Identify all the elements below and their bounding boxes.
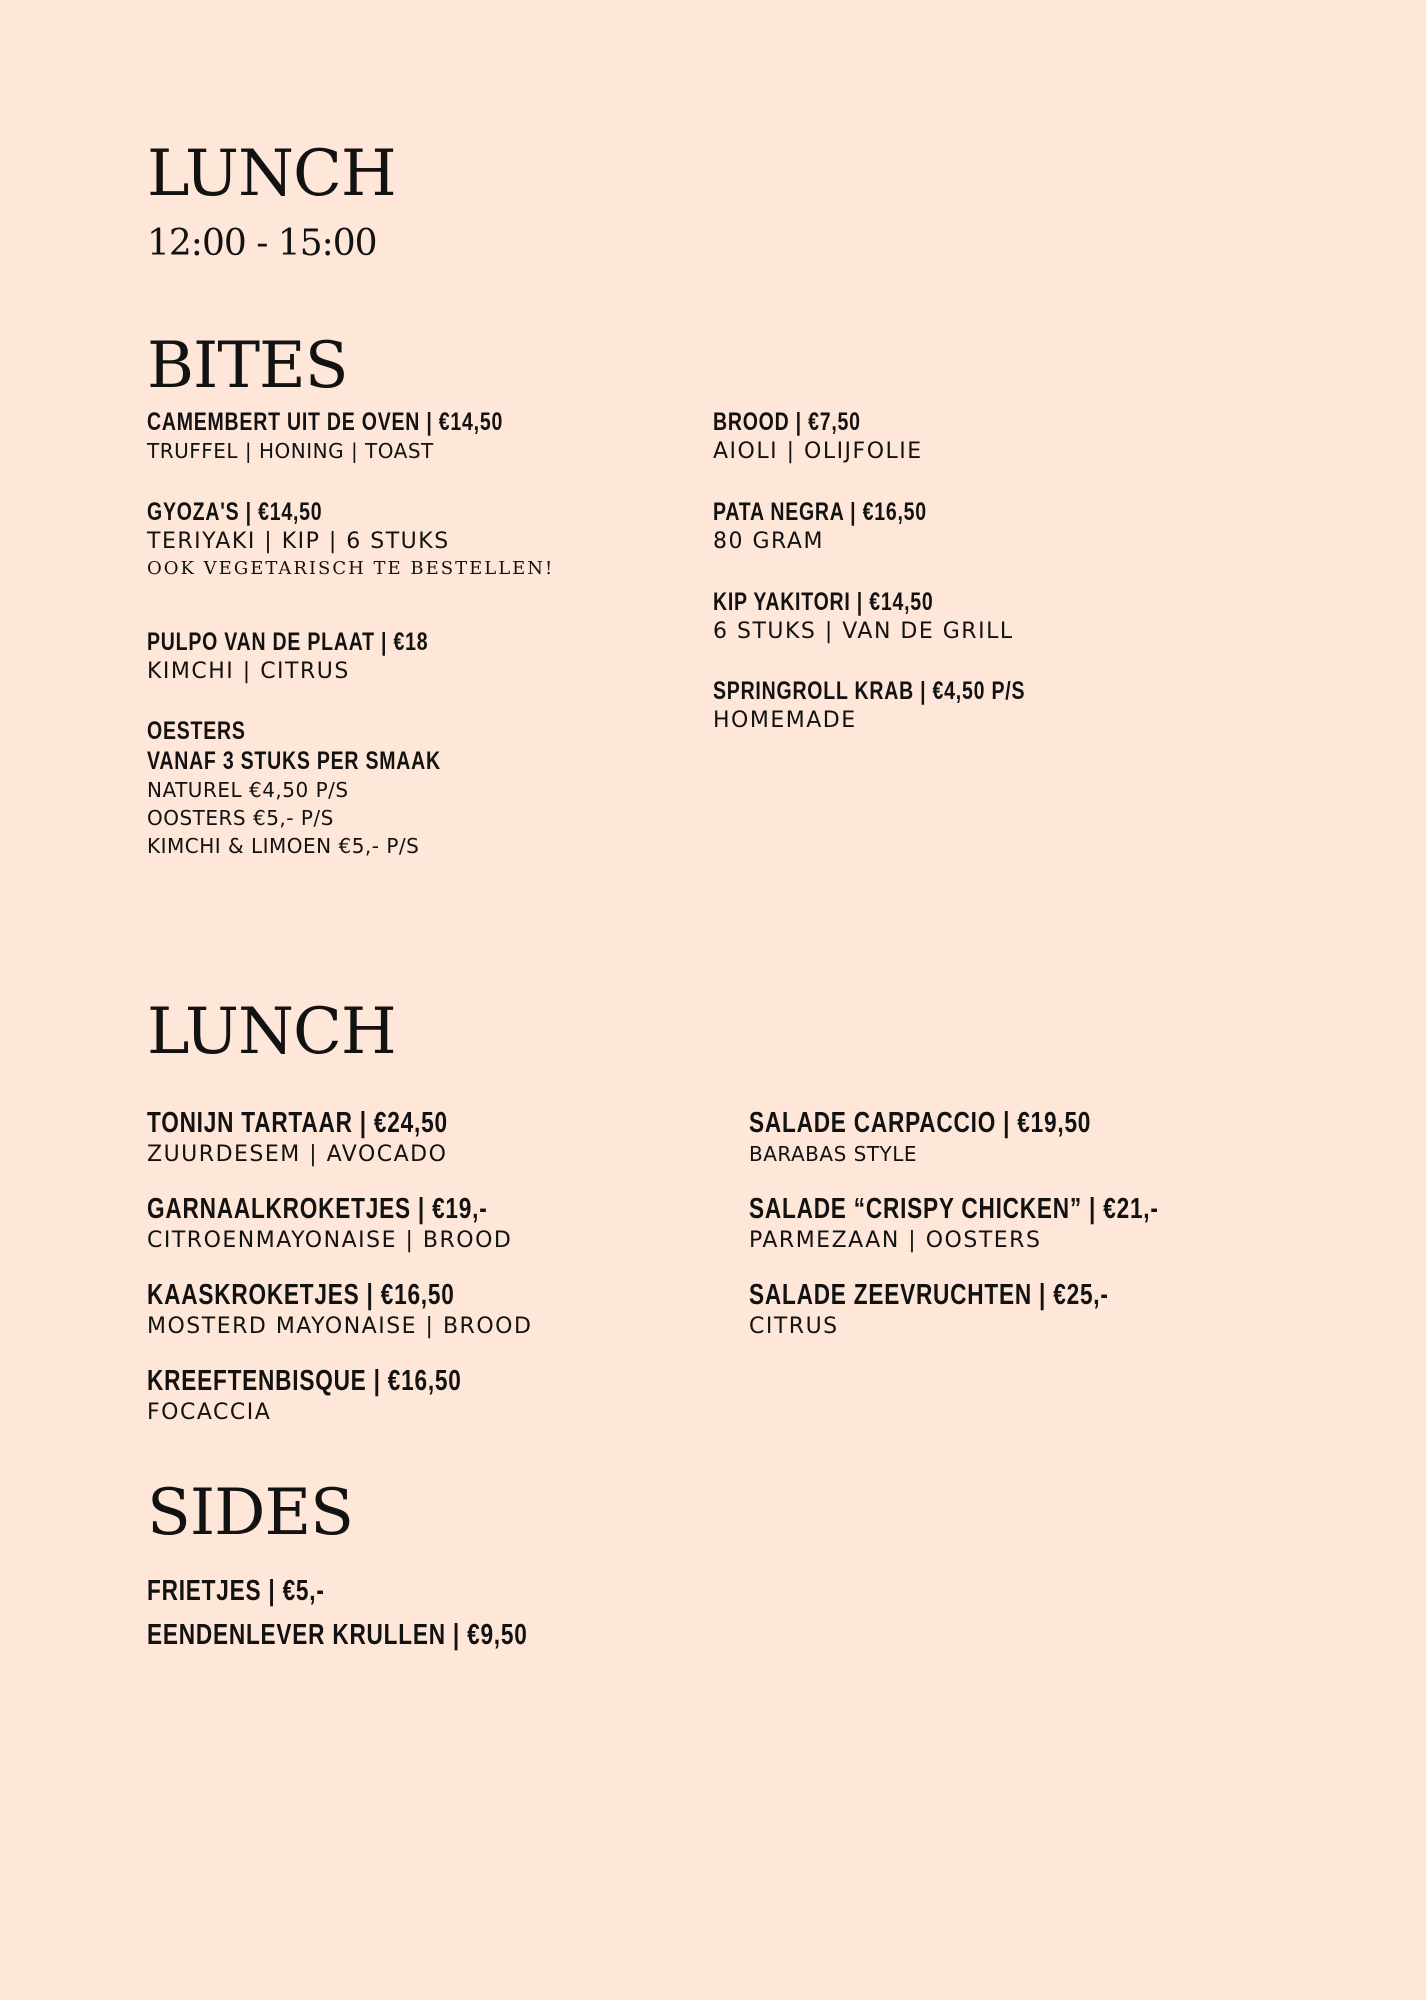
item-desc: ZUURDESEM | AVOCADO [147, 1142, 448, 1167]
item-desc: MOSTERD MAYONAISE | BROOD [147, 1314, 533, 1339]
item-name: TONIJN TARTAAR | €24,50 [147, 1107, 448, 1139]
item-desc: KIMCHI | CITRUS [147, 659, 350, 684]
menu-item [713, 407, 923, 466]
menu-item [147, 1106, 533, 1169]
menu-item [713, 587, 1014, 646]
item-subname: VANAF 3 STUKS PER SMAAK [147, 747, 441, 775]
menu-item [749, 1192, 1274, 1255]
item-name: SALADE “CRISPY CHICKEN” | €21,- [749, 1193, 1159, 1225]
menu-item [749, 1106, 1188, 1168]
menu-item [749, 1278, 1210, 1341]
oesters-line: NATUREL €4,50 P/S [147, 778, 349, 802]
item-note: OOK VEGETARISCH TE BESTELLEN! [147, 558, 555, 579]
menu-item [147, 497, 554, 582]
item-name: FRIETJES | €5,- [147, 1575, 325, 1607]
item-desc: PARMEZAAN | OOSTERS [749, 1228, 1042, 1253]
item-desc: 80 GRAM [713, 529, 824, 554]
item-desc: TRUFFEL | HONING | TOAST [147, 439, 434, 463]
item-name: GYOZA'S | €14,50 [147, 498, 323, 526]
side-item [147, 1574, 375, 1608]
item-name: KIP YAKITORI | €14,50 [713, 588, 934, 616]
item-name: GARNAALKROKETJES | €19,- [147, 1193, 488, 1225]
menu-item-oesters [147, 716, 524, 860]
menu-item [713, 676, 1113, 735]
item-desc: HOMEMADE [713, 708, 857, 733]
item-desc: FOCACCIA [147, 1400, 272, 1425]
lunch-title: LUNCH [147, 995, 396, 1069]
item-name: KREEFTENBISQUE | €16,50 [147, 1365, 462, 1397]
item-name: SALADE ZEEVRUCHTEN | €25,- [749, 1279, 1109, 1311]
item-desc: AIOLI | OLIJFOLIE [713, 439, 923, 464]
lunch-hours: 12:00 - 15:00 [147, 223, 377, 264]
item-name: BROOD | €7,50 [713, 408, 861, 436]
item-name: EENDENLEVER KRULLEN | €9,50 [147, 1619, 528, 1651]
item-desc: CITROENMAYONAISE | BROOD [147, 1228, 513, 1253]
menu-item [147, 1364, 550, 1427]
item-desc: BARABAS STYLE [749, 1142, 918, 1166]
item-name: SPRINGROLL KRAB | €4,50 P/S [713, 677, 1026, 705]
side-item [147, 1618, 635, 1652]
oesters-line: KIMCHI & LIMOEN €5,- P/S [147, 834, 420, 858]
menu-item [147, 407, 604, 465]
item-desc: 6 STUKS | VAN DE GRILL [713, 619, 1014, 644]
item-name: PULPO VAN DE PLAAT | €18 [147, 628, 429, 656]
sides-title: SIDES [147, 1476, 353, 1550]
item-name: OESTERS [147, 717, 246, 745]
item-desc: TERIYAKI | KIP | 6 STUKS [147, 529, 450, 554]
menu-item [147, 627, 508, 686]
lunch-header-title: LUNCH [147, 137, 396, 211]
bites-title: BITES [147, 329, 348, 403]
menu-item [147, 1278, 541, 1341]
oesters-line: OOSTERS €5,- P/S [147, 806, 334, 830]
menu-item [147, 1192, 584, 1255]
item-name: KAASKROKETJES | €16,50 [147, 1279, 455, 1311]
menu-item [713, 497, 987, 556]
item-name: SALADE CARPACCIO | €19,50 [749, 1107, 1092, 1139]
item-name: PATA NEGRA | €16,50 [713, 498, 927, 526]
item-name: CAMEMBERT UIT DE OVEN | €14,50 [147, 408, 504, 436]
item-desc: CITRUS [749, 1314, 839, 1339]
